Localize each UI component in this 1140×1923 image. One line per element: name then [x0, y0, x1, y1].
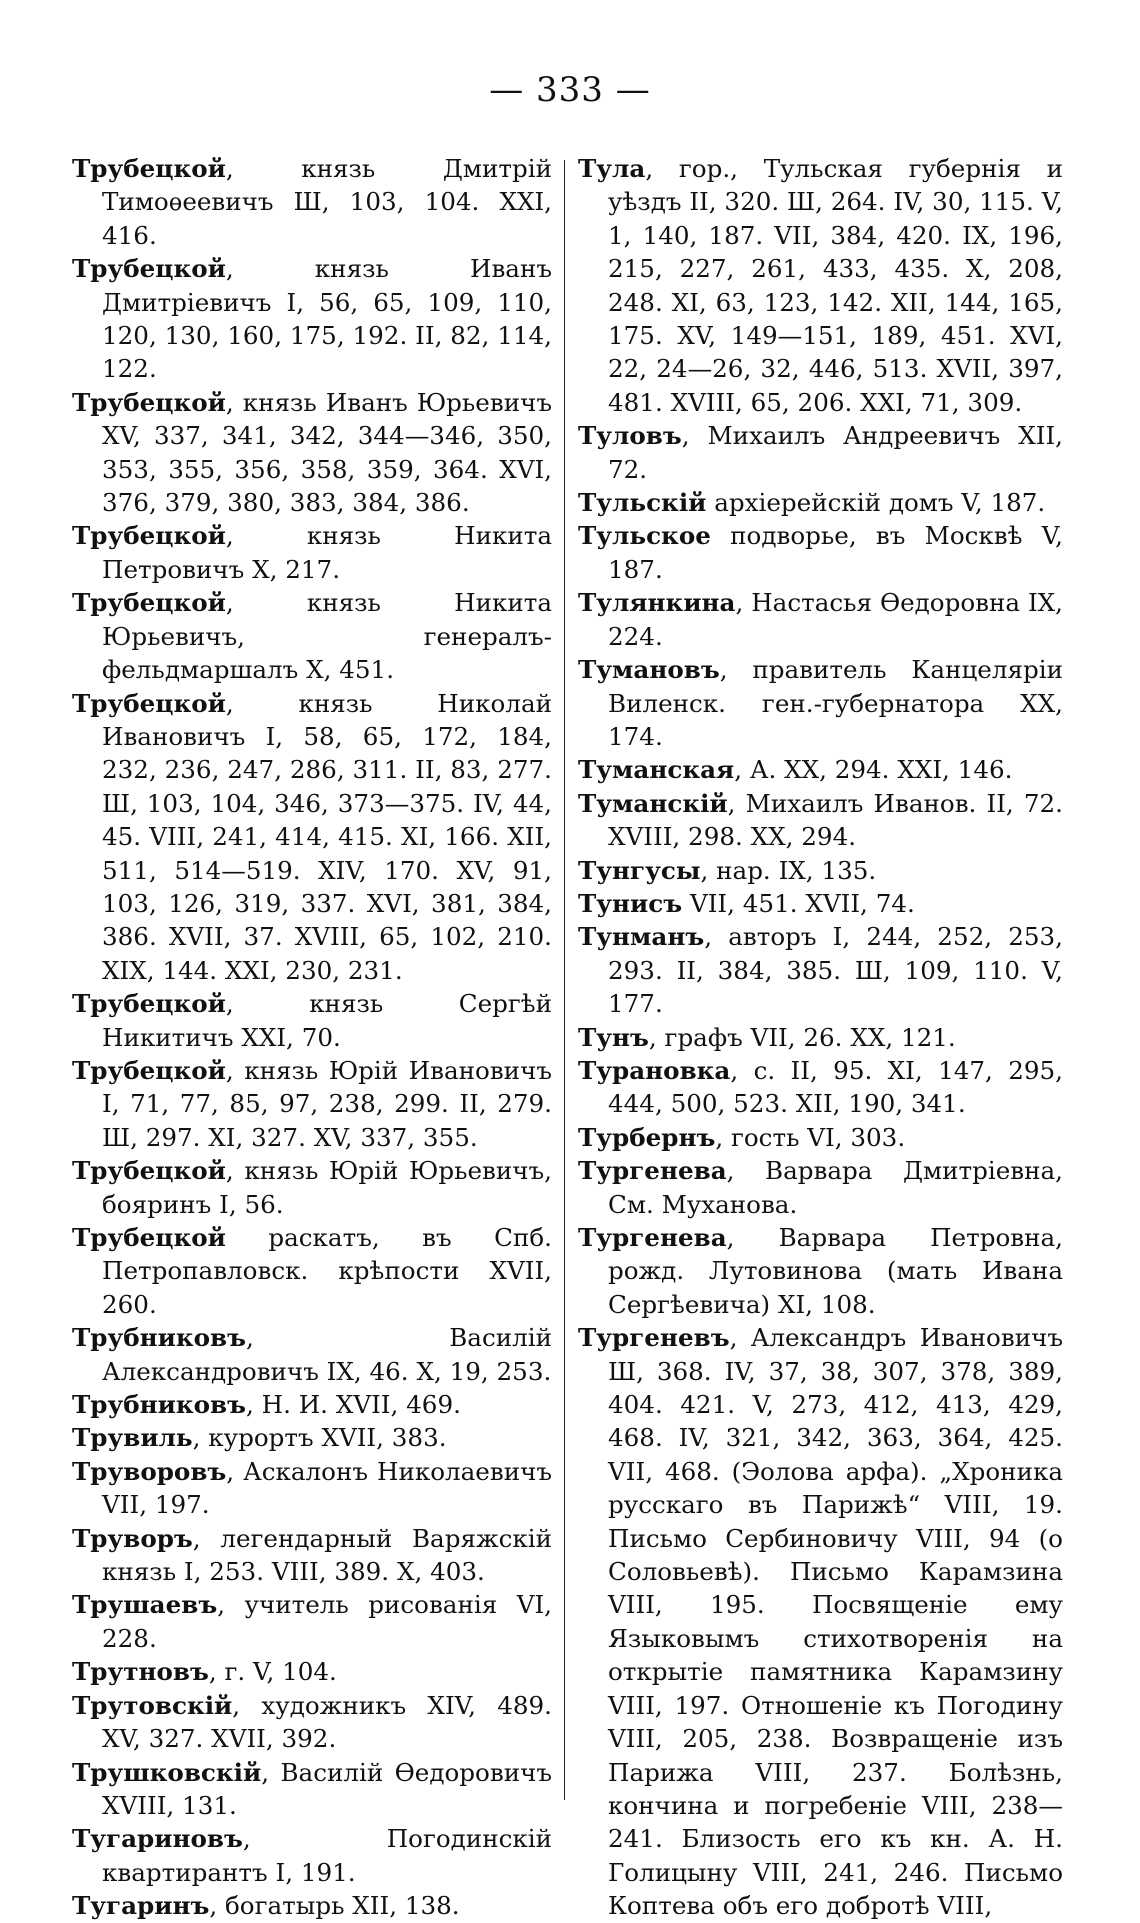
index-column-left	[72, 152, 552, 1923]
index-entry	[578, 920, 1063, 1020]
entry-heading: Тугариновъ	[72, 1824, 243, 1854]
entry-heading: Трубецкой	[72, 688, 226, 718]
entry-references: , князь Иванъ Юрьевичъ XV, 337, 341, 342, 344—346, 350, 353, 355, 356, 358, 359, 364. XVI, 376, 379, 380, 383, 384, 386.	[102, 387, 552, 518]
index-entry	[72, 586, 552, 686]
index-entry	[578, 653, 1063, 753]
index-entry	[578, 1321, 1063, 1922]
index-entry	[72, 987, 552, 1054]
index-entry	[72, 1421, 552, 1454]
entry-heading: Труворовъ	[72, 1456, 227, 1486]
entry-references: , учитель рисованія VI, 228.	[102, 1590, 552, 1653]
entry-references: , Василій Ѳедоровичъ XVIII, 131.	[102, 1757, 552, 1820]
page-number: — 333 —	[489, 70, 651, 110]
entry-heading: Трубниковъ	[72, 1390, 247, 1420]
entry-heading: Тумановъ	[578, 655, 720, 685]
entry-references: , князь Никита Петровичъ X, 217.	[102, 521, 552, 584]
entry-references: подворье, въ Москвѣ V, 187.	[608, 521, 1063, 584]
entry-heading: Тульскій	[578, 488, 707, 518]
entry-heading: Трубецкой	[72, 1055, 226, 1085]
entry-references: , г. V, 104.	[208, 1657, 337, 1687]
index-entry	[578, 519, 1063, 586]
entry-references: , Варвара Петровна, рожд. Лутовинова (мать Ивана Сергѣевича) XI, 108.	[608, 1223, 1063, 1319]
index-entry	[72, 1522, 552, 1589]
entry-heading: Трубецкой	[72, 254, 226, 284]
entry-heading: Тунисъ	[578, 888, 683, 918]
index-entry	[578, 887, 1063, 920]
entry-references: , Варвара Дмитріевна, См. Муханова.	[608, 1156, 1063, 1219]
entry-references: , легендарный Варяжскій князь I, 253. VIII, 389. X, 403.	[102, 1523, 552, 1587]
entry-heading: Трубецкой	[72, 387, 226, 417]
entry-references: , богатырь XII, 138.	[209, 1891, 460, 1921]
entry-heading: Тунгусы	[578, 855, 701, 885]
entry-heading: Тулянкина	[578, 588, 736, 618]
entry-heading: Тула	[578, 154, 646, 183]
entry-heading: Трувиль	[72, 1423, 193, 1453]
index-entry	[72, 1221, 552, 1321]
entry-heading: Трутовскій	[72, 1690, 233, 1720]
entry-references: раскатъ, въ Спб. Петропавловск. крѣпости XVII, 260.	[102, 1223, 552, 1319]
index-entry	[578, 419, 1063, 486]
entry-references: , князь Иванъ Дмитріевичъ I, 56, 65, 109, 110, 120, 130, 160, 175, 192. II, 82, 114, 122.	[102, 254, 552, 384]
entry-heading: Тунманъ	[578, 922, 705, 952]
entry-references: , князь Никита Юрьевичъ, генералъ-фельдмаршалъ X, 451.	[102, 588, 552, 685]
index-entry	[578, 1054, 1063, 1121]
index-entry	[72, 1756, 552, 1823]
entry-references: , князь Дмитрій Тимоѳеевичъ Ш, 103, 104. XXI, 416.	[102, 154, 552, 250]
index-entry	[72, 1822, 552, 1889]
index-entry	[72, 1655, 552, 1688]
entry-references: , князь Юрій Ивановичъ I, 71, 77, 85, 97, 238, 299. II, 279. Ш, 297. XI, 327. XV, 337, 355.	[102, 1055, 552, 1152]
index-entry	[72, 1889, 552, 1922]
entry-references: архіерейскій домъ V, 187.	[706, 488, 1046, 518]
entry-heading: Трубецкой	[72, 1223, 226, 1252]
column-divider	[564, 160, 565, 1800]
index-entry	[72, 687, 552, 988]
entry-references: , курортъ XVII, 383.	[192, 1423, 447, 1453]
index-entry	[72, 252, 552, 386]
entry-references: , Настасья Ѳедоровна IX, 224.	[608, 588, 1063, 651]
entry-heading: Тургенева	[578, 1223, 727, 1252]
entry-references: , Н. И. XVII, 469.	[246, 1390, 461, 1420]
entry-references: , нар. IX, 135.	[700, 855, 877, 885]
index-entry	[72, 1689, 552, 1756]
entry-references: , князь Сергѣй Никитичъ XXI, 70.	[102, 989, 552, 1052]
entry-heading: Трубниковъ	[72, 1323, 247, 1353]
index-entry	[72, 519, 552, 586]
entry-references: , А. XX, 294. XXI, 146.	[734, 755, 1013, 785]
index-entry	[578, 486, 1063, 519]
entry-heading: Тургенева	[578, 1156, 727, 1186]
index-column-right	[578, 152, 1063, 1923]
index-entry	[72, 1321, 552, 1388]
index-entry	[578, 1021, 1063, 1054]
entry-heading: Труворъ	[72, 1523, 193, 1553]
entry-references: , гор., Тульская губернія и уѣздъ II, 320. Ш, 264. IV, 30, 115. V, 1, 140, 187. VII, 384, 420. IX, 196, 215, 227, 261, 433, 435. X, 208, 248. XI, 63, 123, 142. XII, 144, 165, 175. XV, 149—151, 189, 451. XVI, 22, 24—26, 32, 446, 513. XVII, 397, 481. XVIII, 65, 206. XXI, 71, 309.	[608, 154, 1063, 417]
entry-heading: Туманскій	[578, 788, 728, 818]
entry-heading: Трубецкой	[72, 521, 226, 551]
index-entry	[72, 1054, 552, 1154]
entry-references: , Михаилъ Иванов. II, 72. XVIII, 298. XX, 294.	[608, 788, 1063, 852]
entry-references: , художникъ XIV, 489. XV, 327. XVII, 392.	[102, 1690, 552, 1754]
index-entry	[578, 854, 1063, 887]
index-entry	[578, 1154, 1063, 1221]
index-entry	[72, 1154, 552, 1221]
entry-references: , Александръ Ивановичъ Ш, 368. IV, 37, 38, 307, 378, 389, 404. 421. V, 273, 412, 413, 429, 468. IV, 321, 342, 363, 364, 425. VII, 468. (Эолова арфа). „Хроника русскаго въ Парижѣ“ VIII, 19. Письмо Сербиновичу VIII, 94 (о Соловьевѣ). Письмо Карамзина VIII, 195. Посвященіе ему Языковымъ стихотворенія на открытіе памятника Карамзину VIII, 197. Отношеніе къ Погодину VIII, 205, 238. Возвращеніе изъ Парижа VIII, 237. Болѣзнь, кончина и погребеніе VIII, 238—241. Близость его къ кн. А. Н. Голицыну VIII, 241, 246. Письмо Коптева объ его добротѣ VIII,	[608, 1323, 1063, 1921]
entry-heading: Тульское	[578, 521, 711, 551]
entry-references: , Василій Александровичъ IX, 46. X, 19, 253.	[102, 1323, 552, 1386]
index-entry	[578, 1221, 1063, 1321]
entry-heading: Трушаевъ	[72, 1590, 218, 1620]
entry-heading: Трушковскій	[72, 1757, 262, 1787]
index-entry	[72, 1455, 552, 1522]
index-entry	[578, 152, 1063, 419]
entry-references: , с. II, 95. XI, 147, 295, 444, 500, 523. XII, 190, 341.	[608, 1055, 1063, 1119]
entry-heading: Трубецкой	[72, 588, 226, 618]
entry-heading: Трубецкой	[72, 1156, 226, 1186]
entry-references: , графъ VII, 26. XX, 121.	[648, 1022, 956, 1052]
entry-references: , Михаилъ Андреевичъ XII, 72.	[608, 421, 1063, 484]
entry-heading: Турановка	[578, 1055, 731, 1085]
index-entry	[72, 152, 552, 252]
index-entry	[72, 1588, 552, 1655]
index-entry	[578, 1121, 1063, 1154]
index-entry	[72, 386, 552, 520]
entry-references: , авторъ I, 244, 252, 253, 293. II, 384, 385. Ш, 109, 110. V, 177.	[608, 922, 1063, 1019]
entry-heading: Туловъ	[578, 421, 682, 451]
entry-heading: Тугаринъ	[72, 1891, 210, 1921]
entry-references: VII, 451. XVII, 74.	[682, 888, 915, 918]
entry-references: , правитель Канцеляріи Виленск. ген.-губернатора XX, 174.	[608, 655, 1063, 751]
entry-heading: Трубецкой	[72, 154, 226, 183]
entry-heading: Трубецкой	[72, 989, 226, 1019]
entry-references: , Аскалонъ Николаевичъ VII, 197.	[102, 1456, 552, 1520]
index-entry	[578, 753, 1063, 786]
index-entry	[72, 1388, 552, 1421]
index-entry	[578, 586, 1063, 653]
index-entry	[578, 787, 1063, 854]
entry-heading: Тургеневъ	[578, 1323, 730, 1353]
entry-heading: Трутновъ	[72, 1657, 209, 1687]
entry-heading: Турбернъ	[578, 1122, 716, 1152]
entry-heading: Тунъ	[578, 1022, 649, 1052]
entry-heading: Туманская	[578, 755, 735, 785]
entry-references: , князь Николай Ивановичъ I, 58, 65, 172, 184, 232, 236, 247, 286, 311. II, 83, 277. Ш, 103, 104, 346, 373—375. IV, 44, 45. VIII, 241, 414, 415. XI, 166. XII, 511, 514—519. XIV, 170. XV, 91, 103, 126, 319, 337. XVI, 381, 384, 386. XVII, 37. XVIII, 65, 102, 210. XIX, 144. XXI, 230, 231.	[102, 688, 552, 985]
entry-references: , князь Юрій Юрьевичъ, бояринъ I, 56.	[102, 1156, 552, 1219]
entry-references: , Погодинскій квартирантъ I, 191.	[102, 1824, 552, 1887]
entry-references: , гость VI, 303.	[715, 1122, 906, 1152]
